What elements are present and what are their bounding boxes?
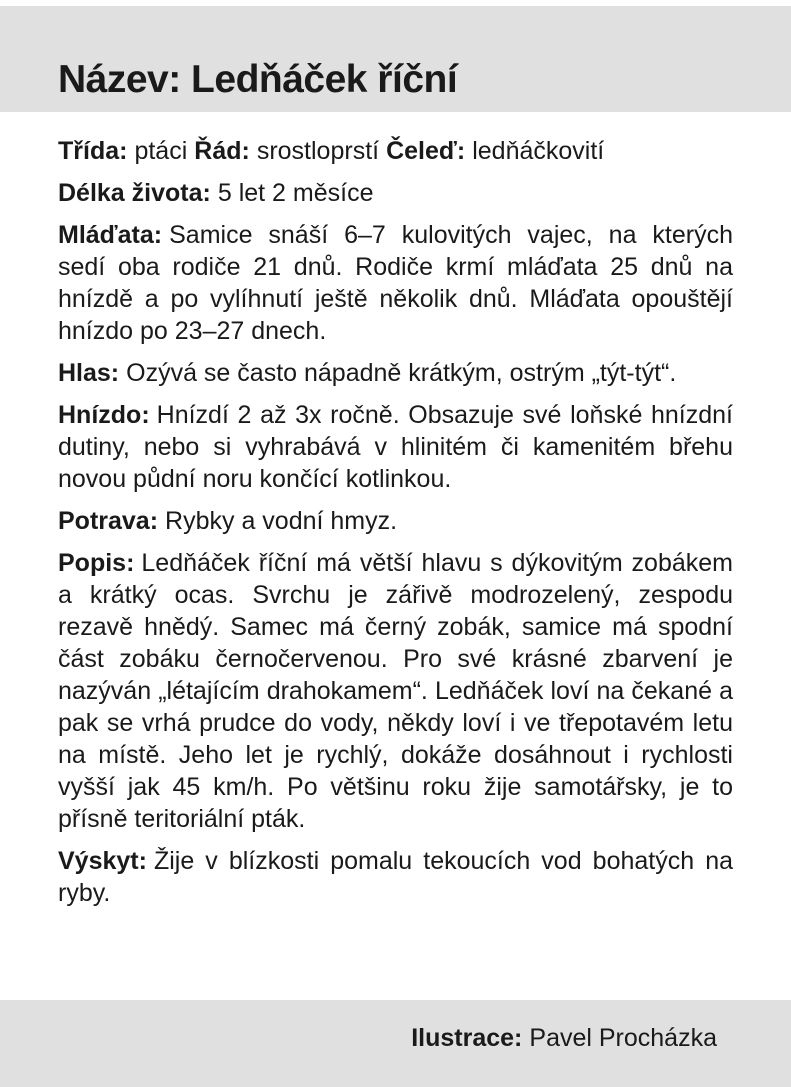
voice-paragraph	[58, 357, 733, 389]
nest-paragraph	[58, 399, 733, 495]
food-label: Potrava:	[58, 507, 159, 535]
description-text: Ledňáček říční má větší hlavu s dýkovitým zobákem a krátký ocas. Svrchu je zářivě modrozelený, zespodu rezavě hnědý. Samec má černý zobák, samice má spodní část zobáku černočervenou. Pro své krásné zbarvení je nazýván „létajícím drahokamem“. Ledňáček loví na čekané a pak se vrhá prudce do vody, někdy loví i ve třepotavém letu na místě. Jeho let je rychlý, dokáže dosáhnout i rychlosti vyšší jak 45 km/h. Po většinu roku žije samotářsky, je to přísně teritoriální pták.	[58, 549, 733, 833]
order-value: srostloprstí	[256, 137, 380, 165]
header-band	[0, 6, 791, 112]
nest-label: Hnízdo:	[58, 401, 150, 429]
class-value: ptáci	[134, 137, 188, 165]
class-label: Třída:	[58, 137, 128, 165]
lifespan-text: 5 let 2 měsíce	[217, 179, 374, 207]
illustration-credit-label: Ilustrace:	[411, 1024, 523, 1052]
food-text: Rybky a vodní hmyz.	[165, 507, 398, 535]
voice-label: Hlas:	[58, 359, 120, 387]
voice-text: Ozývá se často nápadně krátkým, ostrým „týt-týt“.	[126, 359, 677, 387]
food-paragraph	[58, 505, 733, 537]
lifespan-paragraph	[58, 177, 733, 209]
family-value: ledňáčkovití	[472, 137, 605, 165]
young-label: Mláďata:	[58, 221, 163, 249]
content-area	[0, 112, 791, 909]
description-label: Popis:	[58, 549, 135, 577]
footer-band	[0, 1000, 791, 1087]
occurrence-paragraph	[58, 845, 733, 909]
occurrence-label: Výskyt:	[58, 847, 147, 875]
taxonomy-line	[58, 135, 733, 167]
young-paragraph	[58, 219, 733, 347]
nest-text: Hnízdí 2 až 3x ročně. Obsazuje své loňské hnízdní dutiny, nebo si vyhrabává v hlinitém či kamenitém břehu novou půdní noru končící kotlinkou.	[58, 401, 733, 493]
page-title: Název: Ledňáček říční	[58, 58, 458, 101]
description-paragraph	[58, 547, 733, 835]
family-label: Čeleď:	[386, 137, 466, 165]
young-text: Samice snáší 6–7 kulovitých vajec, na kterých sedí oba rodiče 21 dnů. Rodiče krmí mláďata 25 dnů na hnízdě a po vylíhnutí ještě několik dnů. Mláďata opouštějí hnízdo po 23–27 dnech.	[58, 221, 733, 345]
lifespan-label: Délka života:	[58, 179, 211, 207]
order-label: Řád:	[194, 137, 250, 165]
illustration-credit-value: Pavel Procházka	[529, 1024, 717, 1052]
occurrence-text: Žije v blízkosti pomalu tekoucích vod bohatých na ryby.	[58, 847, 733, 907]
